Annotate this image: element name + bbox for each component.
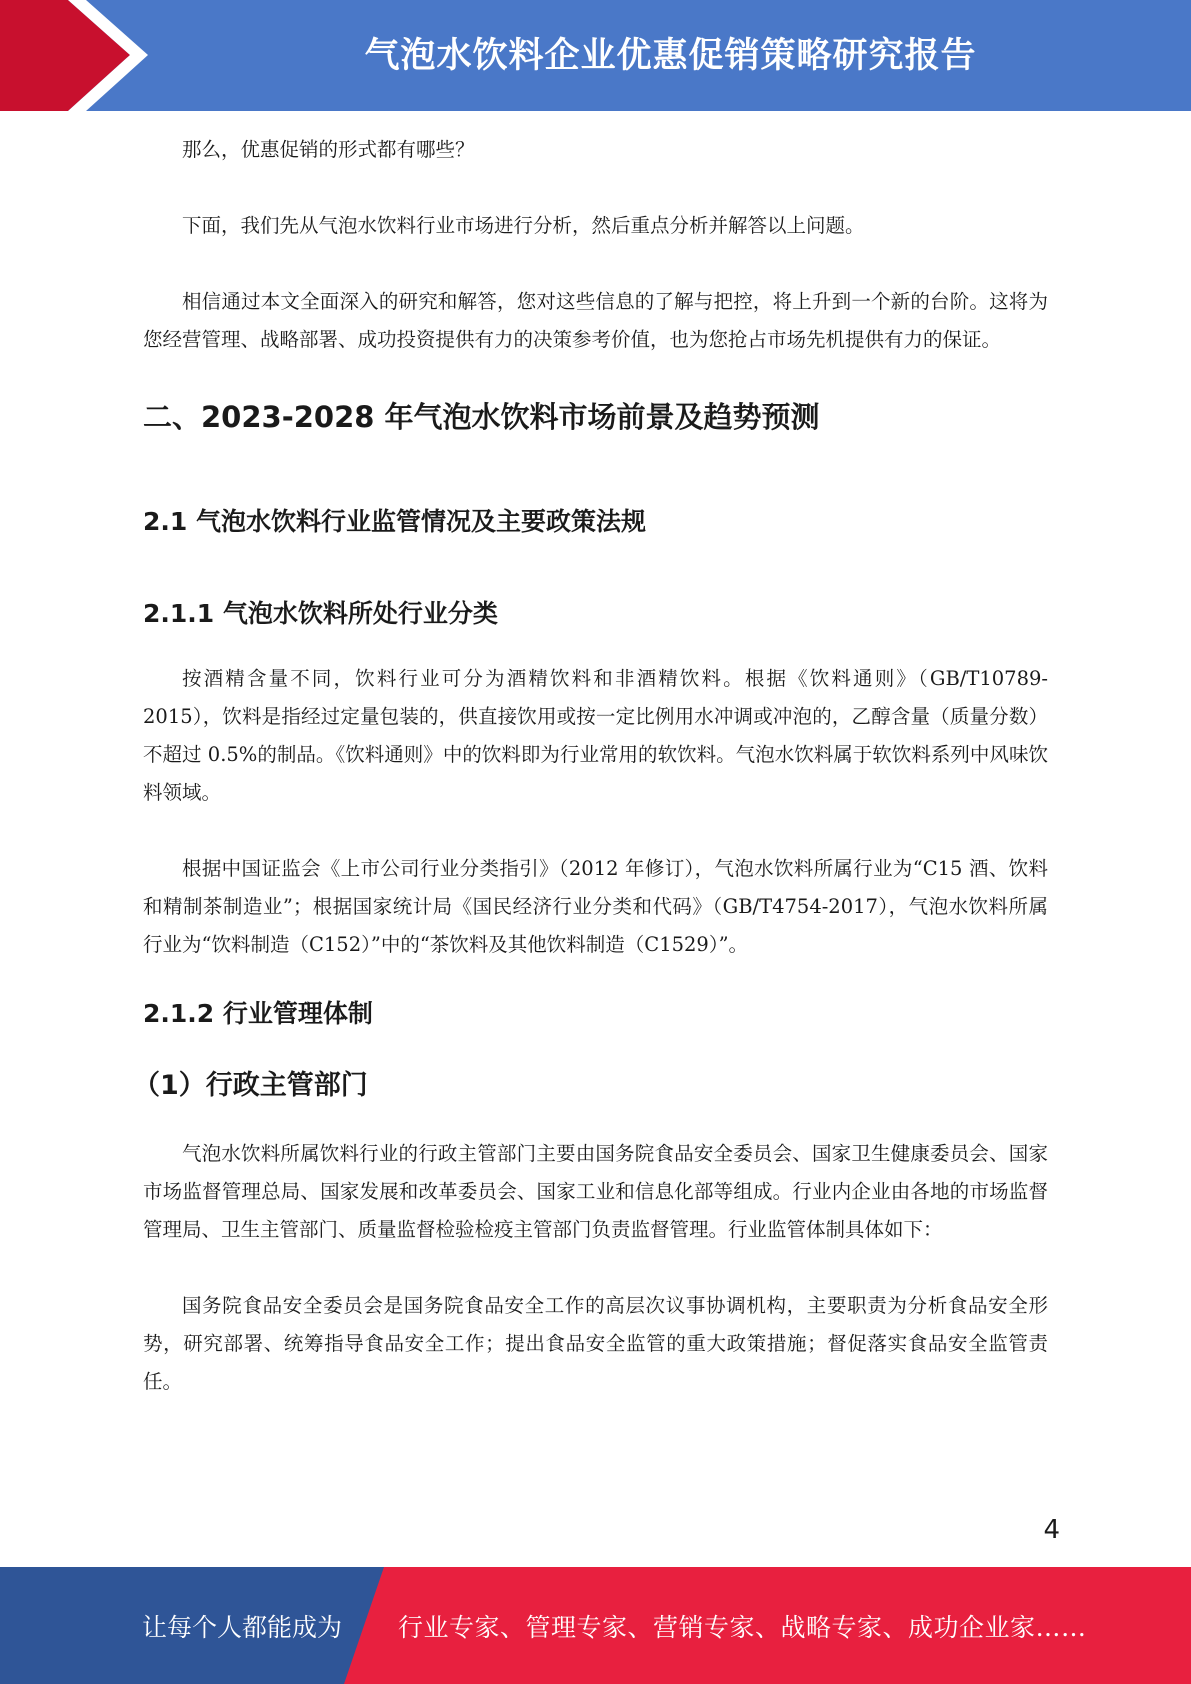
report-title: 气泡水饮料企业优惠促销策略研究报告 — [364, 36, 977, 76]
subsection-heading: 2.1 气泡水饮料行业监管情况及主要政策法规 — [143, 507, 646, 536]
subsubsection-heading: 2.1.2 行业管理体制 — [143, 999, 373, 1028]
document-body — [133, 131, 1048, 1401]
item-heading: （1）行政主管部门 — [133, 1070, 368, 1101]
page-number: 4 — [1043, 1515, 1060, 1545]
section-heading: 二、2023-2028 年气泡水饮料市场前景及趋势预测 — [143, 400, 820, 434]
paragraph: 气泡水饮料所属饮料行业的行政主管部门主要由国务院食品安全委员会、国家卫生健康委员会、国家市场监督管理总局、国家发展和改革委员会、国家工业和信息化部等组成。行业内企业由各地的市场监督管理局、卫生主管部门、质量监督检验检疫主管部门负责监督管理。行业监管体制具体如下： — [143, 1142, 1048, 1241]
paragraph: 下面，我们先从气泡水饮料行业市场进行分析，然后重点分析并解答以上问题。 — [182, 214, 865, 237]
paragraph: 按酒精含量不同，饮料行业可分为酒精饮料和非酒精饮料。根据《饮料通则》（GB/T10789-2015），饮料是指经过定量包装的，供直接饮用或按一定比例用水冲调或冲泡的，乙醇含量（质量分数）不超过 0.5%的制品。《饮料通则》中的饮料即为行业常用的软饮料。气泡水饮料属于软饮料系列中风味饮料领域。 — [143, 667, 1048, 804]
paragraph: 那么，优惠促销的形式都有哪些？ — [182, 138, 475, 161]
paragraph: 国务院食品安全委员会是国务院食品安全工作的高层次议事协调机构，主要职责为分析食品安全形势，研究部署、统筹指导食品安全工作；提出食品安全监管的重大政策措施；督促落实食品安全监管责任。 — [143, 1294, 1048, 1393]
footer-slogan-right: 行业专家、管理专家、营销专家、战略专家、成功企业家…… — [398, 1612, 1087, 1642]
subsubsection-heading: 2.1.1 气泡水饮料所处行业分类 — [143, 599, 498, 628]
footer-band — [0, 1567, 1191, 1684]
paragraph: 根据中国证监会《上市公司行业分类指引》（2012 年修订），气泡水饮料所属行业为“C15 酒、饮料和精制茶制造业”；根据国家统计局《国民经济行业分类和代码》（GB/T4754-2017），气泡水饮料所属行业为“饮料制造（C152）”中的“茶饮料及其他饮料制造（C1529）”。 — [143, 857, 1048, 956]
header-band — [0, 0, 1191, 111]
paragraph: 相信通过本文全面深入的研究和解答，您对这些信息的了解与把控，将上升到一个新的台阶。这将为您经营管理、战略部署、成功投资提供有力的决策参考价值，也为您抢占市场先机提供有力的保证。 — [143, 290, 1048, 351]
footer-slogan-left: 让每个人都能成为 — [142, 1612, 343, 1642]
